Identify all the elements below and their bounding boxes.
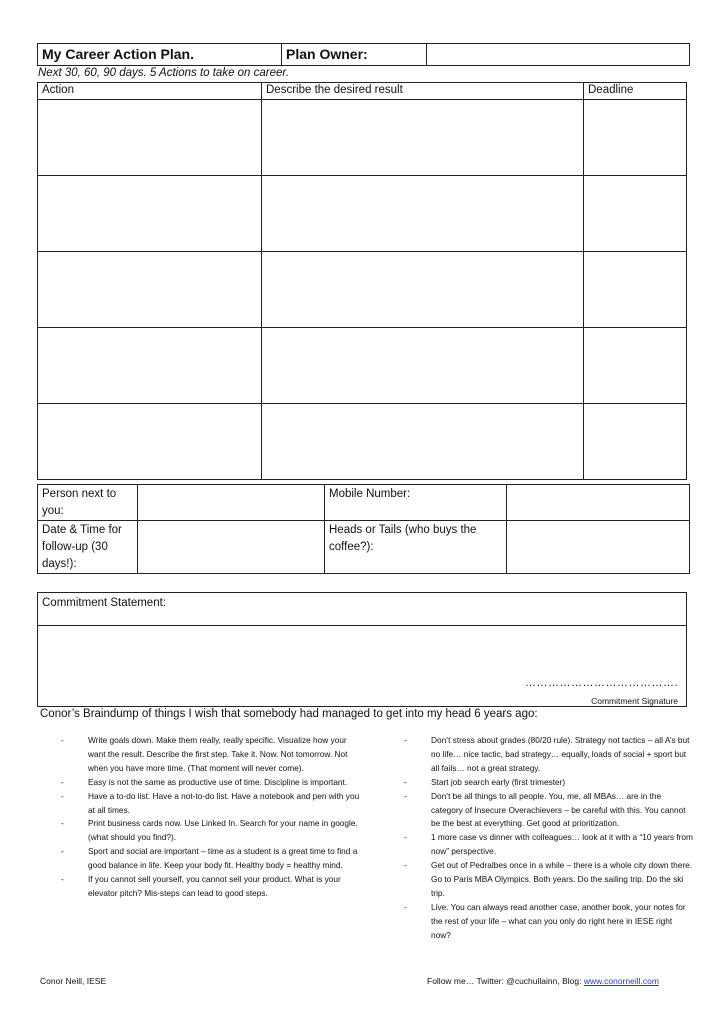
- followup-field[interactable]: [138, 521, 325, 574]
- braindump-text: Don’t stress about grades (80/20 rule). Strategy not tactics – all A’s but no life… nice tactic, bad strategy… equally, loads of social + sport but all fails… not a great strategy.: [431, 735, 690, 773]
- braindump-item: [61, 845, 361, 873]
- person-field[interactable]: [138, 485, 325, 521]
- col-deadline-header: Deadline: [584, 83, 687, 100]
- heads-tails-label: Heads or Tails (who buys the coffee?):: [325, 521, 507, 574]
- action-row: [38, 328, 687, 404]
- braindump-item: [404, 901, 694, 943]
- braindump-text: Sport and social are important – time as a student is a great time to find a good balance in life. Keep your body fit. Healthy body = healthy mind.: [88, 846, 358, 871]
- action-table: [37, 82, 687, 480]
- person-row: [38, 485, 690, 521]
- action-cell[interactable]: [38, 100, 262, 176]
- deadline-cell[interactable]: [584, 176, 687, 252]
- footer-author: Conor Neill, IESE: [40, 976, 107, 986]
- braindump-left-list: [61, 734, 361, 901]
- plan-title: My Career Action Plan.: [38, 44, 282, 66]
- braindump-text: If you cannot sell yourself, you cannot sell your product. What is your elevator pitch? Mis-steps can lead to good steps.: [88, 874, 341, 898]
- braindump-text: Get out of Pedralbes once in a while – there is a whole city down there. Go to Paris MBA Olympics. Both years. Do the sailing trip. Do the ski trip.: [431, 860, 693, 898]
- braindump-item: [404, 776, 694, 790]
- bullet-dash: -: [61, 874, 64, 885]
- deadline-cell[interactable]: [584, 252, 687, 328]
- commitment-table: [37, 592, 687, 707]
- action-row: [38, 176, 687, 252]
- action-row: [38, 252, 687, 328]
- action-cell[interactable]: [38, 328, 262, 404]
- action-row: [38, 404, 687, 480]
- bullet-dash: -: [404, 860, 407, 871]
- col-action-header: Action: [38, 83, 262, 100]
- header-table: [37, 43, 690, 66]
- braindump-item: [404, 831, 694, 859]
- bullet-dash: -: [61, 790, 64, 801]
- braindump-text: Live. You can always read another case, another book, your notes for the rest of your life – what can you only do right here in IESE right now?: [431, 901, 686, 940]
- braindump-item: [404, 734, 694, 776]
- bullet-dash: -: [404, 776, 407, 787]
- braindump-text: Have a to-do list. Have a not-to-do list. Have a notebook and pen with you at all times.: [88, 790, 360, 815]
- braindump-item: [404, 790, 694, 832]
- footer-follow-text: Follow me… Twitter: @cuchullainn, Blog:: [427, 976, 584, 986]
- braindump-right-list: [404, 734, 694, 943]
- heads-tails-field[interactable]: [507, 521, 690, 574]
- mobile-label: Mobile Number:: [325, 485, 507, 521]
- braindump-item: [61, 734, 361, 776]
- deadline-cell[interactable]: [584, 328, 687, 404]
- footer-follow: [427, 976, 659, 986]
- blog-link[interactable]: www.conorneill.com: [583, 976, 659, 986]
- action-table-header: [38, 83, 687, 100]
- bullet-dash: -: [61, 735, 64, 745]
- mobile-field[interactable]: [507, 485, 690, 521]
- braindump-item: [404, 859, 694, 901]
- bullet-dash: -: [404, 790, 407, 801]
- person-label: Person next to you:: [38, 485, 138, 521]
- bullet-dash: -: [404, 901, 407, 912]
- braindump-item: [61, 790, 361, 818]
- action-cell[interactable]: [38, 404, 262, 480]
- bullet-dash: -: [404, 832, 407, 843]
- plan-owner-field[interactable]: [427, 44, 690, 66]
- braindump-item: [61, 776, 361, 790]
- braindump-text: Don’t be all things to all people. You, me, all MBAs… are in the category of Insecure Overachievers – be careful with this. You cannot be the best at everything. Get good at prioritization.: [431, 790, 686, 829]
- result-cell[interactable]: [262, 100, 584, 176]
- result-cell[interactable]: [262, 328, 584, 404]
- braindump-text: Start job search early (first trimester): [431, 776, 566, 787]
- person-table: [37, 484, 690, 574]
- bullet-dash: -: [404, 735, 407, 745]
- action-cell[interactable]: [38, 176, 262, 252]
- plan-subtitle: Next 30, 60, 90 days. 5 Actions to take on career.: [38, 67, 290, 79]
- plan-owner-label: Plan Owner:: [282, 44, 427, 66]
- braindump-text: Print business cards now. Use Linked In. Search for your name in google. (what should you find?).: [88, 818, 358, 843]
- braindump-text: Easy is not the same as productive use of time. Discipline is important.: [88, 776, 348, 787]
- col-result-header: Describe the desired result: [262, 83, 584, 100]
- signature-line: ………………………………….: [524, 677, 678, 689]
- result-cell[interactable]: [262, 252, 584, 328]
- bullet-dash: -: [61, 818, 64, 829]
- commitment-label: Commitment Statement:: [38, 593, 687, 626]
- bullet-dash: -: [61, 776, 64, 787]
- signature-label: Commitment Signature: [591, 696, 678, 706]
- deadline-cell[interactable]: [584, 100, 687, 176]
- followup-row: [38, 521, 690, 574]
- action-cell[interactable]: [38, 252, 262, 328]
- commitment-field[interactable]: [38, 626, 687, 707]
- action-row: [38, 100, 687, 176]
- deadline-cell[interactable]: [584, 404, 687, 480]
- braindump-item: [61, 873, 361, 901]
- braindump-text: 1 more case vs dinner with colleagues… look at it with a “10 years from now” perspective.: [431, 832, 693, 857]
- braindump-item: [61, 817, 361, 845]
- braindump-title: Conor’s Braindump of things I wish that somebody had managed to get into my head 6 years ago:: [40, 708, 538, 720]
- braindump-text: Write goals down. Make them really, really specific. Visualize how your want the result. Describe the first step. Take it. Now. Not tomorrow. Not when you have more time. (That moment will never come).: [88, 735, 348, 773]
- bullet-dash: -: [61, 846, 64, 857]
- result-cell[interactable]: [262, 404, 584, 480]
- result-cell[interactable]: [262, 176, 584, 252]
- followup-label: Date & Time for follow-up (30 days!):: [38, 521, 138, 574]
